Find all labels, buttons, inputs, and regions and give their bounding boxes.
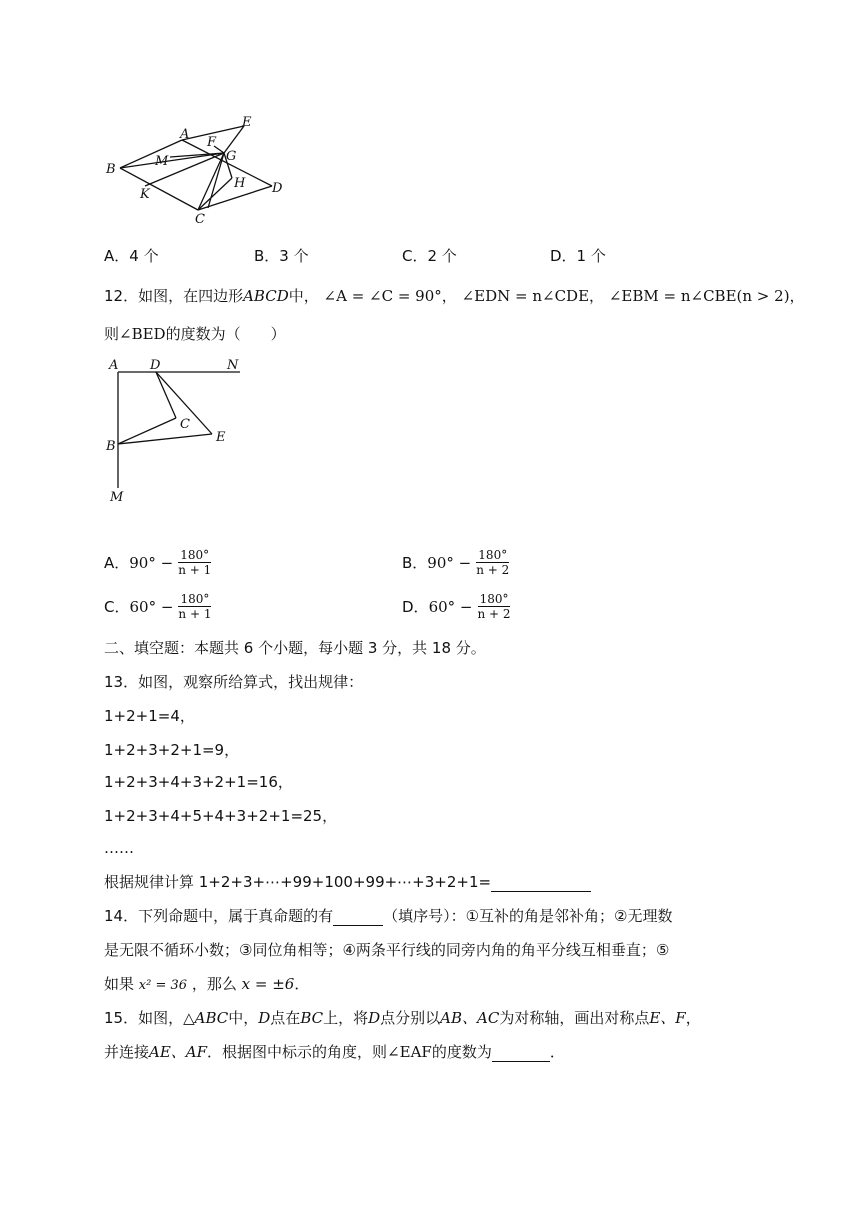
label-E: E [216, 430, 226, 445]
q11-option-a: A．4 个 [104, 247, 159, 265]
q11-option-b: B．3 个 [254, 247, 309, 265]
fraction: $\frac{180^\circ}{n + 1}$ [178, 592, 212, 621]
fraction: $\frac{180^\circ}{n + 1}$ [178, 548, 212, 577]
label-B: B [106, 162, 116, 177]
q12-option-c: C． 60° − $\frac{180^\circ}{n + 1}$ [104, 592, 212, 621]
q14-line1: 14．下列命题中，属于真命题的有 （填序号）：①互补的角是邻补角；②无理数 [104, 907, 673, 925]
label-N: N [227, 358, 239, 373]
q11-option-d: D．1 个 [550, 247, 606, 265]
label-D: D [272, 181, 283, 196]
q12-option-b: B． 90° − $\frac{180^\circ}{n + 2}$ [402, 548, 510, 577]
section-heading: 二、填空题：本题共 6 个小题，每小题 3 分，共 18 分。 [104, 639, 486, 657]
label-M: M [155, 154, 169, 169]
q14-line3: 如果 x² = 36 ，那么 x = ±6． [104, 975, 310, 993]
label-C: C [195, 212, 205, 227]
q13-eq4: 1+2+3+4+5+4+3+2+1=25， [104, 807, 338, 825]
q11-option-c: C．2 个 [402, 247, 457, 265]
answer-blank[interactable] [333, 907, 383, 926]
q13-eq1: 1+2+1=4， [104, 707, 195, 725]
fraction: $\frac{180^\circ}{n + 2}$ [477, 592, 511, 621]
q12-option-d: D． 60° − $\frac{180^\circ}{n + 2}$ [402, 592, 511, 621]
q14-line2: 是无限不循环小数；③同位角相等；④两条平行线的同旁内角的角平分线互相垂直；⑤ [104, 941, 670, 959]
label-B: B [106, 439, 116, 454]
q12-option-a: A． 90° − $\frac{180^\circ}{n + 1}$ [104, 548, 212, 577]
label-K: K [140, 187, 150, 202]
q13-stem: 13．如图，观察所给算式，找出规律： [104, 673, 364, 691]
label-H: H [234, 176, 246, 191]
label-C: C [180, 417, 190, 432]
label-F: F [207, 135, 217, 150]
q15-line2: 并连接AE、AF．根据图中标示的角度，则∠EAF的度数为 ． [104, 1043, 565, 1061]
q13-eq3: 1+2+3+4+3+2+1=16， [104, 773, 293, 791]
answer-blank[interactable] [492, 1043, 550, 1062]
label-D: D [150, 358, 161, 373]
fraction: $\frac{180^\circ}{n + 2}$ [476, 548, 510, 577]
q13-question: 根据规律计算 1+2+3+⋯+99+100+99+⋯+3+2+1= [104, 872, 591, 892]
label-A: A [109, 358, 119, 373]
q12-stem-line1: 12．如图，在四边形ABCD中， ∠A = ∠C = 90°， ∠EDN = n∠CDE， ∠EBM = n∠CBE(n > 2)， [104, 287, 805, 305]
answer-blank[interactable] [491, 873, 591, 892]
q13-dots: …… [104, 839, 134, 857]
q15-line1: 15．如图，△ABC中，D点在BC上，将D点分别以AB、AC为对称轴，画出对称点E、F， [104, 1009, 701, 1027]
label-G: G [226, 149, 237, 164]
label-M: M [110, 490, 124, 502]
label-A: A [180, 127, 190, 142]
q12-stem-line2: 则∠BED的度数为（ ） [104, 325, 286, 343]
figure-q12 [100, 352, 250, 502]
q13-eq2: 1+2+3+2+1=9， [104, 741, 240, 759]
label-E: E [242, 115, 252, 130]
figure-q11 [100, 110, 300, 230]
